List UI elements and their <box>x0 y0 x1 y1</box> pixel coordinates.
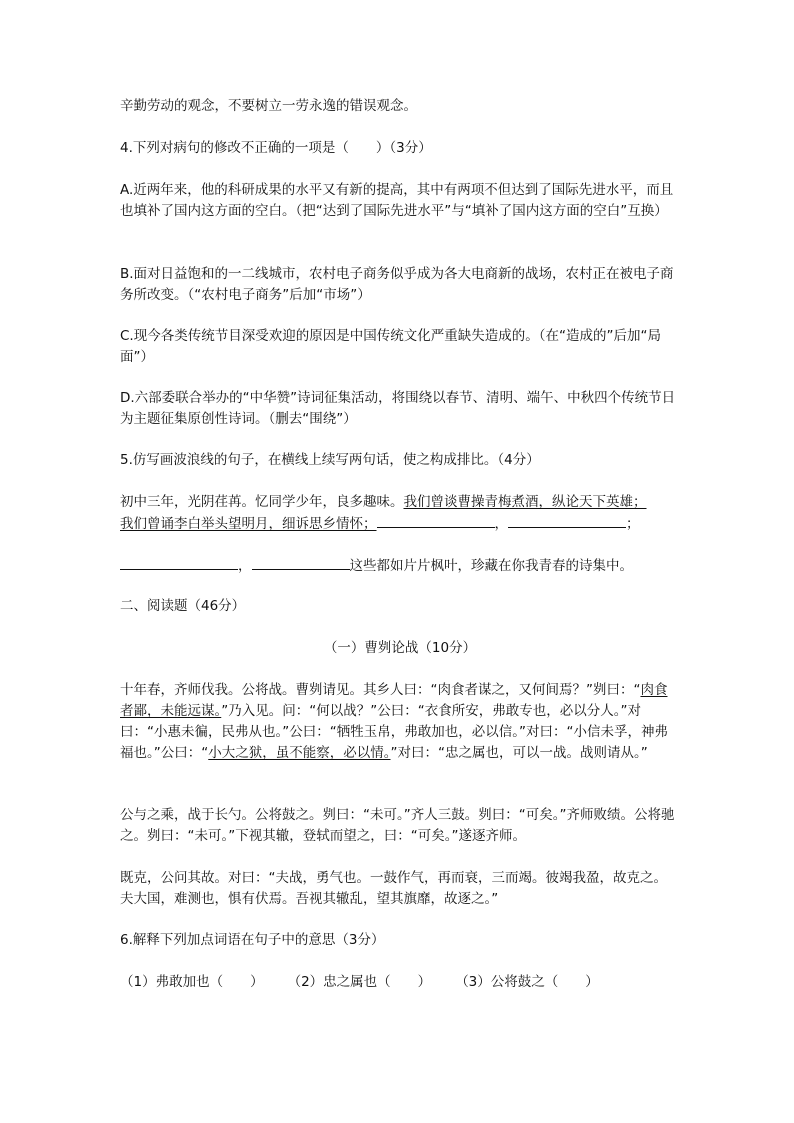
q4-option-c: C.现今各类传统节目深受欢迎的原因是中国传统文化严重缺失造成的。（在“造成的”后加“局面”） <box>120 328 661 365</box>
q5-continuation <box>120 555 680 577</box>
q5-answer-blank-4[interactable] <box>252 555 350 570</box>
q5-comma-2: ， <box>238 558 252 574</box>
q5-model-sentence-2: 我们曾诵李白举头望明月，细诉思乡情怀； <box>120 516 377 532</box>
q5-answer-blank-3[interactable] <box>120 555 238 570</box>
q5-ending: 这些都如片片枫叶，珍藏在你我青春的诗集中。 <box>349 558 633 574</box>
para1-part-b: ”乃入见。问：“何以战？”公曰：“衣食所安，弗敢专也，必以分人。”对曰：“小惠未徧，民弗从也。”公曰：“牺牲玉帛，弗敢加也，必以信。”对曰：“小信未孚，神弗福也。”公曰：“ <box>120 703 668 761</box>
intro-tail-text: 辛勤劳动的观念，不要树立一劳永逸的错误观念。 <box>120 98 417 114</box>
passage-paragraph-3: 既克，公问其故。对曰：“夫战，勇气也。一鼓作气，再而衰，三而竭。彼竭我盈，故克之。夫大国，难测也，惧有伏焉。吾视其辙乱，望其旗靡，故逐之。” <box>120 870 667 907</box>
passage-paragraph-1 <box>120 680 680 764</box>
q5-semicolon: ； <box>626 516 640 532</box>
passage-paragraph-2: 公与之乘，战于长勺。公将鼓之。刿曰：“未可。”齐人三鼓。刿曰：“可矣。”齐师败绩。公将驰之。刿曰：“未可。”下视其辙，登轼而望之，曰：“可矣。”遂逐齐师。 <box>120 807 675 844</box>
q5-passage <box>120 492 680 535</box>
para1-underlined-1: 肉食者鄙，未能远谋。 <box>120 682 668 719</box>
para1-underlined-2: 小大之狱，虽不能察，必以情。 <box>208 745 391 761</box>
q4-stem: 4.下列对病句的修改不正确的一项是（ ）（3分） <box>120 140 432 156</box>
section2-title: 二、阅读题（46分） <box>120 598 246 614</box>
q4-option-a: A.近两年来，他的科研成果的水平又有新的提高，其中有两项不但达到了国际先进水平，而且也填补了国内这方面的空白。（把“达到了国际先进水平”与“填补了国内这方面的空白”互换） <box>120 182 674 219</box>
q6-stem: 6.解释下列加点词语在句子中的意思（3分） <box>120 932 385 948</box>
q4-option-b: B.面对日益饱和的一二线城市，农村电子商务似乎成为各大电商新的战场，农村正在被电子商务所改变。（“农村电子商务”后加“市场”） <box>120 266 674 303</box>
q5-stem: 5.仿写画波浪线的句子，在横线上续写两句话，使之构成排比。（4分） <box>120 452 540 468</box>
para1-part-a: 十年春，齐师伐我。公将战。曹刿请见。其乡人曰：“肉食者谋之，又何间焉？”刿曰：“ <box>120 682 641 698</box>
q5-answer-blank-1[interactable] <box>377 513 495 528</box>
q6-items <box>120 972 680 993</box>
q5-comma-1: ， <box>494 516 508 532</box>
q5-model-sentence-1: 我们曾谈曹操青梅煮酒，纵论天下英雄； <box>403 494 647 510</box>
q5-answer-blank-2[interactable] <box>508 513 626 528</box>
q6-item-1: （1）弗敢加也（ ） <box>120 974 264 990</box>
q6-item-2: （2）忠之属也（ ） <box>287 974 432 990</box>
q4-option-d: D.六部委联合举办的“中华赞”诗词征集活动，将围绕以春节、清明、端午、中秋四个传统节日为主题征集原创性诗词。（删去“围绕”） <box>120 390 676 427</box>
para1-part-c: ”对曰：“忠之属也，可以一战。战则请从。” <box>390 745 648 761</box>
q5-lead: 初中三年，光阴荏苒。忆同学少年，良多趣味。 <box>120 494 404 510</box>
passage-title: （一）曹刿论战（10分） <box>323 640 477 656</box>
q6-item-3: （3）公将鼓之（ ） <box>455 974 599 990</box>
